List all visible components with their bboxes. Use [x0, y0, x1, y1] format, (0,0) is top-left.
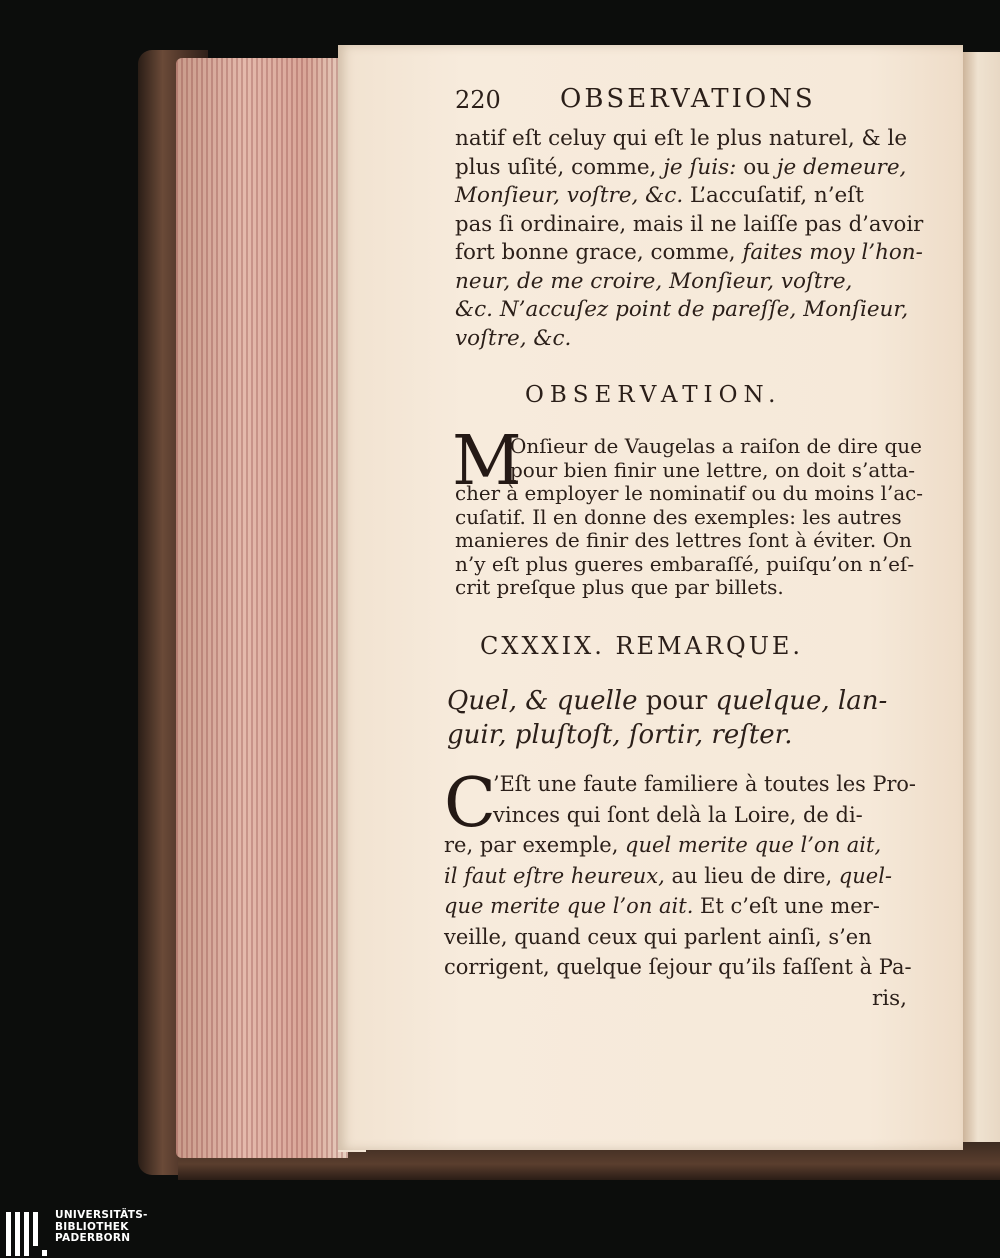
italic-run: quel- — [838, 863, 893, 888]
text-run: au lieu de dire, — [664, 863, 839, 888]
text-run: ou — [736, 154, 777, 180]
logo-line-3: PADERBORN — [55, 1232, 131, 1244]
text-run: veille, quand ceux qui parlent ainſi, s’en — [444, 924, 872, 949]
text-run: ’Eſt une faute familiere à toutes les Pro- — [493, 772, 916, 796]
text-line — [444, 894, 880, 918]
italic-run: il faut eſtre heureux, — [444, 863, 665, 888]
text-line — [510, 458, 915, 482]
facing-page-edge — [963, 52, 1000, 1142]
text-run: pour — [637, 686, 716, 716]
text-line — [455, 505, 902, 529]
text-line — [455, 269, 852, 294]
library-logo-icon — [6, 1212, 48, 1256]
text-run: cuſatif. Il en donne des exemples: les autres — [455, 504, 902, 529]
text-line — [455, 528, 912, 552]
text-line — [493, 772, 916, 796]
text-line — [455, 326, 571, 351]
italic-run: je demeure, — [776, 154, 907, 180]
page-number: 220 — [455, 86, 501, 114]
dropcap-m: M — [452, 422, 522, 501]
text-run: plus uſité, comme, — [455, 154, 664, 180]
library-logo-text — [55, 1210, 148, 1245]
running-title: OBSERVATIONS — [560, 84, 816, 114]
text-line — [444, 833, 881, 857]
text-run: re, par exemple, — [444, 833, 626, 857]
footer-bar — [0, 1208, 1000, 1258]
text-line — [455, 481, 923, 505]
text-line — [510, 434, 922, 458]
italic-run: Quel, & quelle — [447, 686, 638, 716]
italic-run: &c. N’accuſez point de pareſſe, Monſieur, — [455, 297, 909, 322]
page-edges — [176, 58, 348, 1158]
dropcap-c: C — [444, 764, 497, 843]
text-line — [444, 955, 912, 979]
text-run: L’accuſatif, n’eſt — [683, 183, 864, 208]
text-line — [455, 575, 784, 599]
text-run: fort bonne grace, comme, — [455, 240, 743, 265]
italic-run: voſtre, &c. — [455, 325, 572, 351]
italic-run: que merite que l’on ait. — [444, 894, 694, 918]
text-line — [455, 240, 923, 265]
italic-run: Monſieur, voſtre, &c. — [455, 183, 684, 208]
italic-run: je ſuis: — [663, 154, 737, 180]
italic-run: neur, de me croire, Monſieur, voſtre, — [455, 268, 853, 294]
text-line — [455, 212, 923, 237]
text-line — [455, 126, 907, 151]
text-run: Et c’eſt une mer- — [693, 894, 880, 918]
text-run: pour bien finir une lettre, on doit s’atta- — [510, 457, 916, 482]
text-line — [455, 155, 906, 180]
remarque-title: CXXXIX. REMARQUE. — [480, 632, 804, 660]
text-run: pas ſi ordinaire, mais il ne laiſſe pas d’avoir — [455, 211, 924, 237]
observation-title: OBSERVATION. — [525, 382, 782, 408]
text-run: corrigent, quelque ſejour qu’ils faſſent à Pa- — [444, 955, 912, 979]
text-line — [455, 183, 864, 208]
text-line — [444, 925, 872, 949]
text-run: crit preſque plus que par billets. — [455, 575, 784, 599]
text-run: cher à employer le nominatif ou du moins l’ac- — [455, 481, 923, 505]
text-line — [447, 686, 887, 716]
logo-line-2: BIBLIOTHEK — [55, 1220, 129, 1233]
text-run: manieres de finir des lettres ſont à éviter. On — [455, 528, 912, 552]
text-run: Onſieur de Vaugelas a raiſon de dire que — [510, 434, 923, 458]
catchword: ris, — [872, 986, 908, 1011]
text-run: natif eſt celuy qui eſt le plus naturel, & le — [455, 126, 908, 151]
italic-run: quel merite que l’on ait, — [625, 833, 882, 857]
text-line — [493, 803, 863, 827]
text-line — [455, 297, 908, 322]
text-line — [447, 720, 793, 750]
italic-run: faites moy l’hon- — [742, 240, 923, 265]
text-run: vinces qui ſont delà la Loire, de di- — [493, 802, 863, 827]
italic-run: quelque, lan- — [715, 686, 888, 716]
text-line — [444, 864, 892, 888]
text-line — [455, 552, 914, 576]
logo-line-1: UNIVERSITÄTS- — [55, 1209, 148, 1221]
text-run: n’y eſt plus gueres embaraſſé, puiſqu’on n’eſ- — [455, 551, 915, 576]
italic-run: guir, pluſtoſt, ſortir, reſter. — [447, 720, 793, 750]
